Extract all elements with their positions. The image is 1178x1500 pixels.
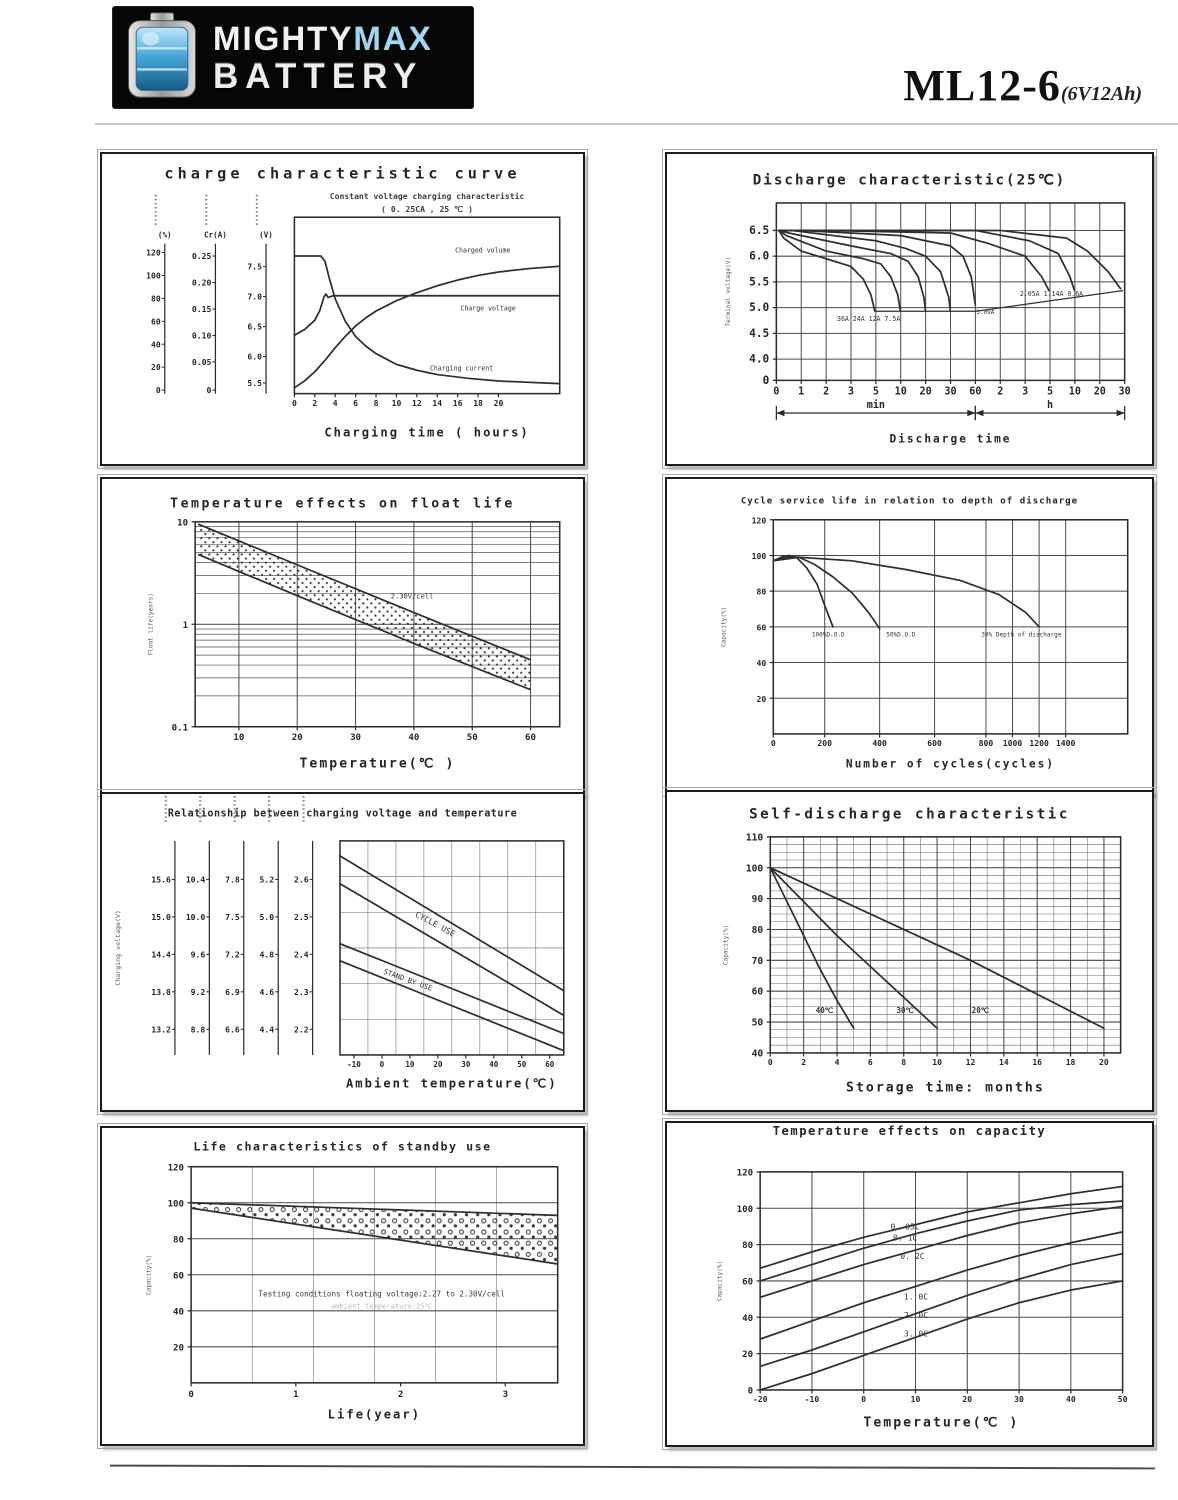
svg-text:-20: -20 (752, 1394, 768, 1405)
svg-text:6: 6 (353, 397, 359, 408)
svg-text:4.0: 4.0 (749, 352, 770, 366)
svg-text:40℃: 40℃ (815, 1005, 834, 1015)
svg-text:8.8: 8.8 (190, 1024, 206, 1035)
svg-text:8: 8 (901, 1057, 907, 1068)
svg-text:60: 60 (742, 1277, 754, 1288)
svg-text:120: 120 (736, 1168, 754, 1179)
svg-text:0: 0 (861, 1394, 867, 1405)
svg-text:4.6: 4.6 (259, 986, 275, 997)
svg-text:40: 40 (173, 1307, 185, 1318)
svg-text:2: 2 (397, 1390, 404, 1401)
svg-text:0: 0 (291, 397, 297, 408)
series-50%DOD (773, 557, 879, 628)
svg-text:5: 5 (872, 386, 879, 398)
svg-text:5.0: 5.0 (749, 301, 770, 315)
svg-text:8: 8 (373, 397, 379, 408)
chart-canvas-temperature-effects-on-float-life (102, 479, 583, 792)
svg-text:20: 20 (1093, 386, 1106, 398)
svg-text:100: 100 (745, 863, 764, 875)
chart-panel-self-discharge (665, 790, 1154, 1112)
svg-text:14: 14 (998, 1057, 1009, 1068)
svg-text:800: 800 (978, 738, 994, 749)
svg-text:Discharge characteristic(25℃): Discharge characteristic(25℃) (752, 172, 1067, 189)
svg-text:20: 20 (291, 732, 303, 744)
svg-text:0: 0 (767, 1057, 773, 1068)
svg-text:7.0: 7.0 (247, 291, 262, 302)
svg-text:1400: 1400 (1055, 738, 1076, 749)
series-40C (770, 868, 853, 1029)
svg-text:16: 16 (452, 397, 463, 408)
svg-text:-10: -10 (804, 1394, 820, 1405)
svg-text:2.05A 1.14A 0.6A: 2.05A 1.14A 0.6A (1019, 290, 1084, 299)
series-36A (779, 230, 875, 310)
svg-text:20: 20 (433, 1060, 443, 1070)
svg-text:80: 80 (151, 293, 161, 304)
svg-text:Charging current: Charging current (429, 364, 494, 373)
svg-text:(V): (V) (259, 230, 273, 240)
svg-text:90: 90 (751, 894, 764, 906)
svg-text:50: 50 (1117, 1394, 1128, 1405)
svg-text:10: 10 (233, 732, 245, 744)
svg-text:80: 80 (173, 1235, 185, 1246)
svg-text:20: 20 (919, 386, 932, 398)
svg-text:36A 24A 12A 7.5A: 36A 24A 12A 7.5A (837, 314, 901, 323)
svg-text:20℃: 20℃ (971, 1005, 990, 1015)
svg-text:30: 30 (350, 732, 362, 744)
brand-max: MAX (353, 19, 433, 57)
svg-text:60: 60 (969, 386, 982, 398)
chart-canvas-charge-characteristic-curve (102, 154, 583, 464)
svg-text:Number of cycles(cycles): Number of cycles(cycles) (845, 757, 1056, 771)
svg-text:5.5: 5.5 (247, 378, 262, 389)
svg-text:10: 10 (910, 1394, 921, 1405)
model-code: ML12-6 (903, 61, 1061, 110)
svg-text:100: 100 (736, 1204, 754, 1215)
series-charging-current (294, 256, 559, 384)
svg-text:100: 100 (146, 270, 161, 281)
svg-text:30℃: 30℃ (896, 1005, 914, 1015)
svg-text:100: 100 (167, 1199, 185, 1210)
svg-text:Self-discharge characteristic: Self-discharge characteristic (749, 806, 1070, 823)
svg-text:40: 40 (751, 1048, 764, 1060)
svg-text:Capacity(%): Capacity(%) (720, 606, 728, 648)
svg-text:18: 18 (1065, 1057, 1076, 1068)
svg-text:Cr(A): Cr(A) (204, 230, 227, 240)
svg-text:( 0. 25CA , 25 ℃ ): ( 0. 25CA , 25 ℃ ) (381, 204, 473, 215)
svg-text:40: 40 (756, 658, 767, 669)
svg-text:1: 1 (798, 386, 805, 398)
svg-text:13.2: 13.2 (151, 1024, 171, 1035)
svg-text:60: 60 (525, 732, 537, 744)
svg-text:15.6: 15.6 (151, 874, 171, 885)
svg-text:20: 20 (493, 397, 504, 408)
svg-text:Storage time: months: Storage time: months (846, 1080, 1045, 1096)
chart-panel-discharge-characteristic (665, 152, 1154, 466)
svg-text:(%): (%) (157, 230, 172, 240)
svg-text:2.4: 2.4 (293, 949, 309, 960)
svg-text:50: 50 (466, 732, 478, 744)
svg-text:60: 60 (173, 1271, 185, 1282)
svg-text:Charging time ( hours): Charging time ( hours) (324, 425, 530, 440)
svg-text:80: 80 (742, 1241, 754, 1252)
svg-text:30: 30 (1014, 1394, 1024, 1405)
svg-text:Charge voltage: Charge voltage (460, 304, 516, 313)
svg-text:20: 20 (1099, 1057, 1109, 1068)
svg-text:Capacity(%): Capacity(%) (716, 1260, 724, 1302)
svg-text:18: 18 (473, 397, 483, 408)
svg-text:0.05: 0.05 (191, 356, 212, 367)
svg-text:3. 0C: 3. 0C (903, 1328, 929, 1339)
svg-text:Float life(years): Float life(years) (147, 593, 155, 656)
svg-text:Capacity(%): Capacity(%) (145, 1254, 153, 1295)
svg-text:4.4: 4.4 (259, 1024, 275, 1035)
svg-text:0.25: 0.25 (191, 251, 212, 262)
chart-canvas-self-discharge-characteristic (667, 792, 1152, 1110)
svg-text:10.4: 10.4 (185, 874, 206, 885)
svg-text:60: 60 (756, 622, 767, 633)
svg-text:h: h (1046, 399, 1054, 411)
svg-text:7.8: 7.8 (225, 874, 240, 885)
svg-text:30: 30 (461, 1060, 471, 1070)
svg-text:80: 80 (756, 586, 767, 597)
svg-text:2: 2 (823, 386, 830, 398)
svg-text:12: 12 (411, 397, 422, 408)
svg-text:20: 20 (173, 1343, 185, 1354)
svg-text:4: 4 (834, 1057, 840, 1068)
svg-text:charge characteristic curve: charge characteristic curve (164, 164, 521, 183)
svg-text:16: 16 (1032, 1057, 1043, 1068)
svg-text:14.4: 14.4 (151, 949, 171, 960)
series-3.0C (760, 1281, 1122, 1390)
series-2.0C (760, 1254, 1122, 1367)
svg-text:3: 3 (502, 1390, 509, 1401)
svg-text:Cycle service life in relation: Cycle service life in relation to depth of discharge (740, 496, 1079, 507)
svg-text:50: 50 (751, 1017, 764, 1029)
series-0.1C (760, 1201, 1122, 1281)
svg-text:Ambient temperature(℃): Ambient temperature(℃) (345, 1076, 558, 1091)
svg-text:2: 2 (997, 386, 1004, 398)
svg-text:2: 2 (312, 397, 318, 408)
svg-text:4.8: 4.8 (259, 949, 275, 960)
chart-canvas-life-characteristics-of-standby-use (102, 1128, 583, 1444)
svg-text:6.5: 6.5 (749, 223, 770, 238)
svg-text:7.5: 7.5 (225, 911, 240, 922)
svg-text:20: 20 (756, 693, 767, 704)
svg-text:0: 0 (155, 385, 161, 396)
brand-logo (113, 7, 473, 108)
svg-text:80: 80 (751, 924, 764, 937)
svg-text:100%D.O.D: 100%D.O.D (811, 631, 845, 639)
svg-text:20: 20 (742, 1350, 754, 1361)
svg-text:Temperature effects on float l: Temperature effects on float life (170, 496, 515, 512)
svg-text:5.2: 5.2 (259, 874, 275, 885)
svg-text:200: 200 (817, 738, 833, 749)
svg-text:0.15: 0.15 (191, 303, 212, 315)
header-divider (95, 123, 1178, 125)
svg-text:6.0: 6.0 (749, 249, 770, 263)
svg-text:3: 3 (847, 386, 855, 398)
svg-text:10: 10 (405, 1060, 415, 1070)
svg-text:2: 2 (801, 1057, 807, 1068)
svg-text:50: 50 (517, 1060, 527, 1070)
chart-panel-float-life (100, 477, 585, 794)
svg-text:6.9: 6.9 (225, 986, 240, 997)
svg-text:1: 1 (293, 1390, 299, 1401)
svg-text:10.0: 10.0 (185, 911, 206, 922)
svg-text:0. 2C: 0. 2C (900, 1251, 925, 1262)
svg-text:600: 600 (927, 738, 942, 749)
svg-text:Discharge time: Discharge time (889, 432, 1012, 446)
svg-text:40: 40 (408, 732, 420, 744)
svg-text:Temperature effects on capacit: Temperature effects on capacity (772, 1124, 1047, 1139)
svg-text:Capacity(%): Capacity(%) (722, 924, 730, 966)
svg-text:7.2: 7.2 (225, 949, 240, 960)
svg-text:60: 60 (751, 986, 764, 998)
svg-text:40: 40 (742, 1313, 754, 1324)
svg-text:100: 100 (751, 551, 767, 562)
svg-text:9.2: 9.2 (190, 986, 206, 997)
svg-text:7.5: 7.5 (247, 261, 262, 272)
svg-text:13.8: 13.8 (151, 986, 171, 997)
chart-canvas-discharge-characteristic (667, 154, 1152, 464)
svg-text:0.10: 0.10 (191, 330, 212, 341)
svg-text:70: 70 (751, 955, 764, 967)
svg-text:1200: 1200 (1029, 738, 1049, 749)
svg-text:20: 20 (151, 362, 161, 373)
svg-text:6.6: 6.6 (225, 1024, 240, 1035)
svg-text:-10: -10 (347, 1060, 361, 1070)
svg-text:120: 120 (146, 247, 161, 258)
svg-text:10: 10 (391, 397, 402, 408)
svg-text:40: 40 (489, 1060, 499, 1070)
chart-canvas-charging-voltage-vs-temperature (102, 794, 583, 1110)
svg-text:10: 10 (1068, 386, 1081, 398)
svg-text:Terminal voltage(V): Terminal voltage(V) (724, 256, 732, 327)
svg-text:2. 0C: 2. 0C (903, 1309, 929, 1321)
svg-text:3.09A: 3.09A (976, 308, 995, 316)
svg-text:20: 20 (962, 1394, 973, 1405)
svg-text:5.5: 5.5 (749, 275, 770, 289)
series-1.0C (760, 1232, 1122, 1339)
svg-text:min: min (866, 399, 886, 411)
svg-text:0: 0 (379, 1060, 385, 1070)
svg-text:60: 60 (151, 316, 161, 327)
svg-text:60: 60 (545, 1060, 555, 1070)
footer-divider (110, 1465, 1155, 1470)
brand-mighty: MIGHTY (213, 19, 354, 57)
svg-text:0. 05C: 0. 05C (890, 1221, 920, 1232)
svg-text:Life characteristics of standb: Life characteristics of standby use (193, 1139, 492, 1154)
svg-text:2.3: 2.3 (293, 986, 309, 997)
series-charge-voltage (294, 294, 559, 335)
svg-text:9.6: 9.6 (190, 949, 206, 960)
svg-text:30% Depth of discharge: 30% Depth of discharge (981, 631, 1062, 639)
svg-text:40: 40 (1065, 1394, 1076, 1405)
svg-text:6: 6 (867, 1057, 873, 1068)
svg-text:0: 0 (770, 738, 776, 749)
chart-panel-charge-characteristic (100, 152, 585, 466)
chart-panel-charging-voltage-temperature (100, 792, 585, 1112)
svg-text:0.1: 0.1 (171, 723, 189, 734)
svg-text:1. 0C: 1. 0C (903, 1291, 929, 1302)
svg-text:Temperature(℃ ): Temperature(℃ ) (299, 756, 456, 772)
svg-text:Temperature(℃ ): Temperature(℃ ) (863, 1415, 1020, 1431)
svg-text:10: 10 (932, 1057, 942, 1068)
series-charged-volume (294, 266, 559, 388)
svg-text:Charged volume: Charged volume (455, 246, 511, 255)
svg-text:1: 1 (182, 620, 189, 631)
svg-text:ambient temperature:25℃: ambient temperature:25℃ (330, 1301, 433, 1311)
svg-text:50%D.O.D: 50%D.O.D (886, 631, 916, 639)
svg-text:Testing conditions floating vo: Testing conditions floating voltage:2.27 to 2.30V/cell (258, 1289, 506, 1299)
svg-text:10: 10 (177, 518, 189, 529)
brand-text (213, 19, 433, 96)
svg-text:5.0: 5.0 (259, 911, 275, 922)
svg-text:120: 120 (751, 515, 767, 526)
svg-text:1000: 1000 (1002, 738, 1023, 749)
svg-text:2.6: 2.6 (293, 874, 309, 885)
svg-text:14: 14 (432, 397, 443, 408)
svg-text:110: 110 (745, 832, 764, 844)
svg-text:3: 3 (1022, 386, 1029, 398)
svg-text:6.0: 6.0 (247, 351, 262, 362)
chart-canvas-temperature-effects-on-capacity (667, 1123, 1152, 1445)
svg-text:0: 0 (747, 1386, 754, 1397)
svg-text:30: 30 (1118, 386, 1131, 398)
model-spec: (6V12Ah) (1060, 83, 1142, 105)
battery-icon (123, 12, 201, 104)
series-30%DOD (773, 557, 1039, 627)
svg-text:400: 400 (872, 738, 887, 749)
svg-text:4.5: 4.5 (749, 326, 770, 340)
svg-text:6.5: 6.5 (247, 321, 262, 332)
svg-text:0. 1C: 0. 1C (892, 1232, 918, 1243)
svg-text:30: 30 (944, 386, 957, 398)
svg-text:12: 12 (965, 1057, 976, 1068)
svg-text:0: 0 (206, 385, 212, 396)
chart-panel-standby-life (100, 1126, 585, 1446)
svg-text:Charging voltage(V): Charging voltage(V) (114, 910, 123, 986)
svg-text:Constant voltage charging char: Constant voltage charging characteristic (329, 190, 525, 201)
svg-text:40: 40 (151, 339, 161, 350)
svg-text:Relationship between charging: Relationship between charging voltage and temperature (167, 808, 518, 820)
svg-text:5: 5 (1046, 386, 1054, 398)
svg-text:10: 10 (894, 386, 907, 398)
svg-text:2.5: 2.5 (293, 911, 309, 922)
svg-text:2.30V/cell: 2.30V/cell (390, 591, 434, 601)
chart-panel-temperature-capacity (665, 1121, 1154, 1447)
svg-text:0.20: 0.20 (191, 277, 212, 288)
svg-text:0: 0 (762, 373, 770, 387)
svg-text:0: 0 (188, 1390, 194, 1401)
brand-battery: BATTERY (213, 56, 424, 96)
svg-text:15.0: 15.0 (151, 911, 171, 922)
chart-panel-cycle-service-life (665, 477, 1154, 794)
svg-text:4: 4 (332, 397, 338, 408)
svg-text:STAND BY USE: STAND BY USE (382, 966, 434, 993)
svg-text:CYCLE USE: CYCLE USE (413, 909, 458, 939)
svg-text:0: 0 (773, 386, 780, 398)
svg-text:120: 120 (167, 1163, 185, 1174)
model-number (903, 60, 1142, 111)
chart-canvas-cycle-service-life (667, 479, 1152, 792)
svg-text:Life(year): Life(year) (327, 1407, 422, 1422)
svg-text:2.2: 2.2 (293, 1024, 309, 1035)
